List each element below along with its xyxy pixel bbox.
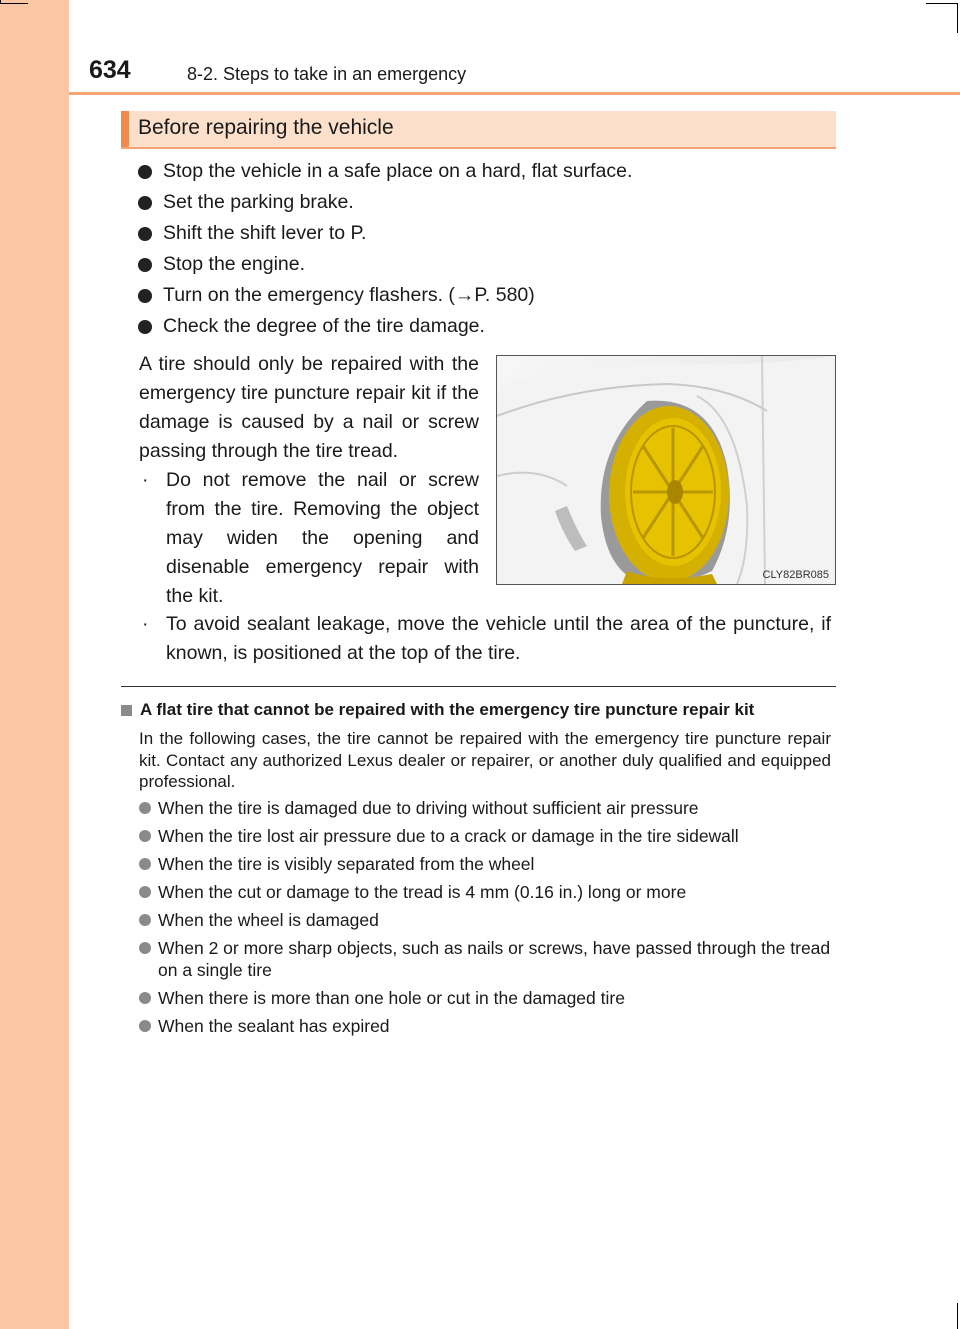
bullet-icon: [139, 858, 151, 870]
note-title: [121, 700, 754, 720]
condition-text: When the cut or damage to the tread is 4 mm (0.16 in.) long or more: [158, 882, 687, 902]
header-rule: [69, 92, 960, 95]
tire-illustration: [496, 355, 836, 585]
checklist-item: [138, 187, 838, 218]
condition-list: [139, 797, 839, 1043]
sub-note-marker: ·: [142, 613, 149, 635]
condition-text: When the tire is damaged due to driving without sufficient air pressure: [158, 798, 699, 818]
crop-mark-bottom-right-v: [957, 1303, 958, 1329]
car-wheel-illustration: [497, 356, 835, 584]
crop-mark-top-right: [926, 3, 958, 4]
bullet-icon: [139, 914, 151, 926]
bullet-icon: [139, 1020, 151, 1032]
checklist-item-text: Check the degree of the tire damage.: [163, 315, 485, 337]
bullet-icon: [138, 320, 152, 334]
section-header: 8-2. Steps to take in an emergency: [187, 64, 467, 84]
checklist-item: [138, 156, 838, 187]
checklist-item: [138, 218, 838, 249]
condition-item: [139, 1015, 839, 1037]
heading-title: Before repairing the vehicle: [138, 116, 394, 139]
checklist-item: [138, 249, 838, 280]
bullet-icon: [138, 289, 152, 303]
checklist: [138, 156, 838, 342]
bullet-icon: [138, 258, 152, 272]
checklist-item: [138, 311, 838, 342]
condition-text: When 2 or more sharp objects, such as nails or screws, have passed through the tread on a single tire: [158, 938, 831, 980]
crop-mark-top-right-v: [957, 3, 958, 33]
sub-note-text: To avoid sealant leakage, move the vehicle until the area of the puncture, if known, is positioned at the top of the tire.: [166, 613, 831, 664]
condition-item: [139, 987, 839, 1009]
condition-text: When there is more than one hole or cut in the damaged tire: [158, 988, 625, 1008]
wheel-hub: [667, 480, 683, 504]
figure-code: CLY82BR085: [762, 569, 829, 581]
heading-box: [121, 111, 836, 149]
square-bullet-icon: [121, 705, 132, 716]
heading-accent: [121, 111, 129, 147]
condition-item: [139, 797, 839, 819]
checklist-item-text: Stop the vehicle in a safe place on a hard, flat surface.: [163, 160, 633, 182]
condition-text: When the sealant has expired: [158, 1016, 390, 1036]
note-title-text: A flat tire that cannot be repaired with the emergency tire puncture repair kit: [140, 700, 755, 719]
condition-item: [139, 881, 839, 903]
sub-note-text: Do not remove the nail or screw from the tire. Removing the object may widen the opening and disenable emergency repair with the kit.: [166, 469, 479, 607]
bullet-icon: [138, 196, 152, 210]
crop-mark-top-left-h: [0, 3, 28, 4]
sub-note: [139, 466, 479, 611]
bullet-icon: [139, 942, 151, 954]
condition-text: When the tire is visibly separated from the wheel: [158, 854, 535, 874]
bullet-icon: [139, 830, 151, 842]
condition-text: When the wheel is damaged: [158, 910, 379, 930]
bullet-icon: [138, 165, 152, 179]
sub-note: [139, 610, 831, 668]
page-number: 634: [89, 56, 131, 84]
sub-note-marker: ·: [142, 469, 149, 491]
checklist-item-text: Turn on the emergency flashers. (→P. 580): [163, 284, 535, 306]
section-divider: [121, 686, 836, 687]
bullet-icon: [138, 227, 152, 241]
checklist-item: [138, 280, 838, 311]
condition-text: When the tire lost air pressure due to a crack or damage in the tire sidewall: [158, 826, 739, 846]
checklist-item-text: Shift the shift lever to P.: [163, 222, 367, 244]
condition-item: [139, 825, 839, 847]
condition-item: [139, 909, 839, 931]
checklist-item-text: Set the parking brake.: [163, 191, 354, 213]
bullet-icon: [139, 802, 151, 814]
repair-condition-paragraph: A tire should only be repaired with the emergency tire puncture repair kit if the damage is caused by a nail or screw passing through the tire tread.: [139, 353, 479, 462]
checklist-item-text: Stop the engine.: [163, 253, 306, 275]
bullet-icon: [139, 886, 151, 898]
bullet-icon: [139, 992, 151, 1004]
side-band: [0, 0, 69, 1329]
condition-item: [139, 853, 839, 875]
condition-item: [139, 937, 839, 981]
note-intro: In the following cases, the tire cannot be repaired with the emergency tire puncture repair kit. Contact any authorized Lexus dealer or repairer, or another duly qualified and equipped professional.: [139, 729, 831, 791]
